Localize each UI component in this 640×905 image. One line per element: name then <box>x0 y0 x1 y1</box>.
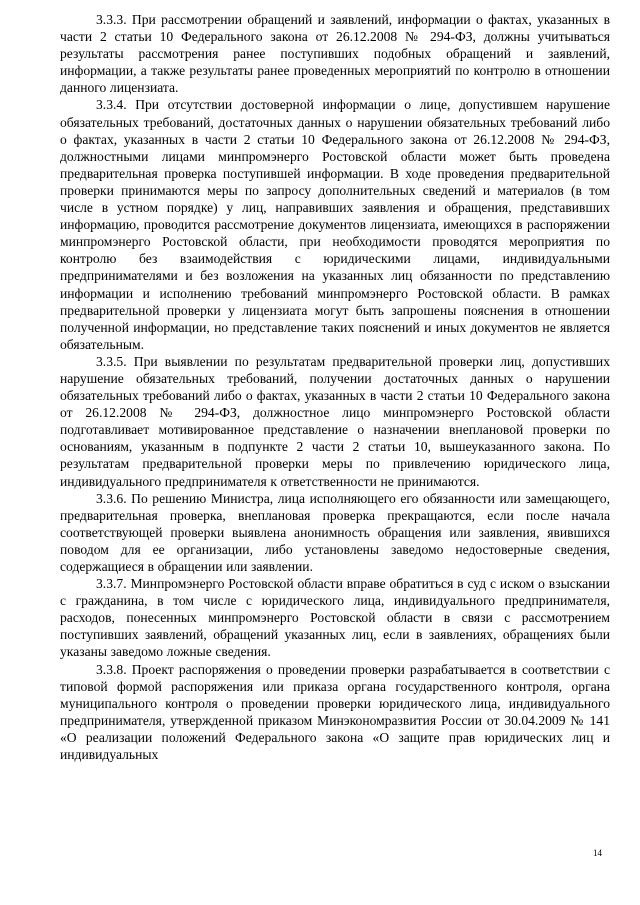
paragraph-3-3-4: 3.3.4. При отсутствии достоверной информации о лице, допустившем нарушение обязательных требований, достаточных данных о нарушении обязательных требований либо о фактах, указанных в части 2 статьи 10 Федерального закона от 26.12.2008 № 294-ФЗ, должностными лицами минпромэнерго Ростовской области может быть проведена предварительная проверка поступившей информации. В ходе проведения предварительной проверки принимаются меры по запросу дополнительных сведений и материалов (в том числе в устном порядке) у лиц, направивших заявления и обращения, представивших информацию, проводится рассмотрение документов лицензиата, имеющихся в распоряжении минпромэнерго Ростовской области, при необходимости проводятся мероприятия по контролю без взаимодействия с юридическими лицами, индивидуальными предпринимателями и без возложения на указанных лиц обязанности по представлению информации и исполнению требований минпромэнерго Ростовской области. В рамках предварительной проверки у лицензиата могут быть запрошены пояснения в отношении полученной информации, но представление таких пояснений и иных документов не является обязательным. <box>60 97 610 352</box>
paragraph-3-3-6: 3.3.6. По решению Министра, лица исполняющего его обязанности или замещающего, предварительная проверка, внеплановая проверка прекращаются, если после начала соответствующей проверки выявлена анонимность обращения или заявления, явившихся поводом для ее организации, либо установлены заведомо недостоверные сведения, содержащиеся в обращении или заявлении. <box>60 490 610 574</box>
body-text <box>60 11 610 763</box>
page-number: 14 <box>593 848 602 858</box>
paragraph-3-3-8: 3.3.8. Проект распоряжения о проведении проверки разрабатывается в соответствии с типовой формой распоряжения или приказа органа государственного контроля, органа муниципального контроля о проведении проверки юридического лица, индивидуального предпринимателя, утвержденной приказом Минэкономразвития России от 30.04.2009 № 141 «О реализации положений Федерального закона «О защите прав юридических лиц и индивидуальных <box>60 661 610 763</box>
paragraph-3-3-5: 3.3.5. При выявлении по результатам предварительной проверки лиц, допустивших нарушение обязательных требований, получении достаточных данных о нарушении обязательных требований либо о фактах, указанных в части 2 статьи 10 Федерального закона от 26.12.2008 № 294-ФЗ, должностное лицо минпромэнерго Ростовской области подготавливает мотивированное представление о назначении внеплановой проверки по основаниям, указанным в подпункте 2 части 2 статьи 10, вышеуказанного закона. По результатам предварительной проверки меры по привлечению юридического лица, индивидуального предпринимателя к ответственности не принимаются. <box>60 353 610 489</box>
paragraph-3-3-3: 3.3.3. При рассмотрении обращений и заявлений, информации о фактах, указанных в части 2 статьи 10 Федерального закона от 26.12.2008 № 294-ФЗ, должны учитываться результаты рассмотрения ранее поступивших подобных обращений и заявлений, информации, а также результаты ранее проведенных мероприятий по контролю в отношении данного лицензиата. <box>60 12 610 96</box>
paragraph-3-3-7: 3.3.7. Минпромэнерго Ростовской области вправе обратиться в суд с иском о взыскании с гражданина, в том числе с юридического лица, индивидуального предпринимателя, расходов, понесенных минпромэнерго Ростовской области в связи с рассмотрением поступивших заявлений, обращений указанных лиц, если в заявлениях, обращениях были указаны заведомо ложные сведения. <box>60 576 610 660</box>
